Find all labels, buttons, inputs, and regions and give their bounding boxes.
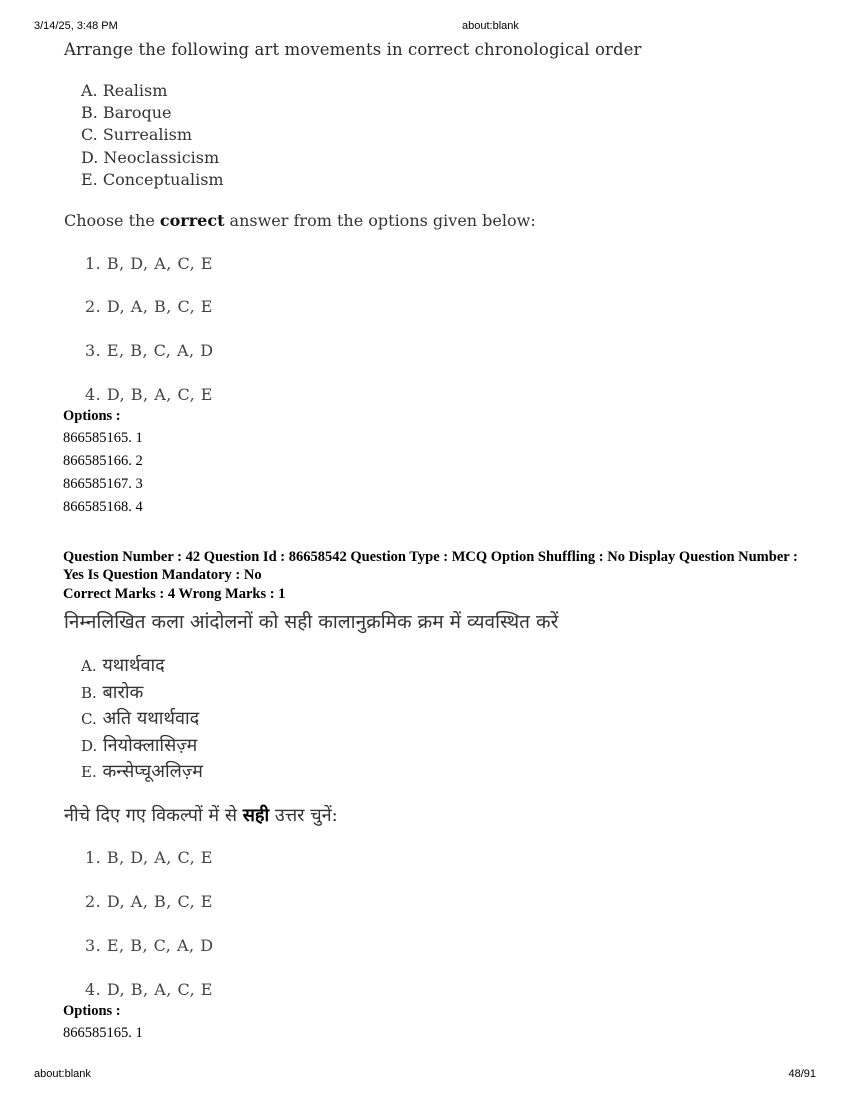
choose-text-pre: Choose the	[64, 211, 160, 230]
choose-instruction	[64, 211, 536, 230]
choose-text-bold: सही	[242, 805, 270, 826]
question-item: E. Conceptualism	[81, 169, 224, 189]
answer-choice: 3. E, B, C, A, D	[85, 936, 214, 955]
print-datetime: 3/14/25, 3:48 PM	[34, 20, 118, 32]
option-id: 866585166. 2	[63, 453, 143, 469]
option-id: 866585168. 4	[63, 499, 143, 515]
question-text-hindi: निम्नलिखित कला आंदोलनों को सही कालानुक्रमिक क्रम में व्यवस्थित करें	[64, 611, 559, 633]
question-item: B. Baroque	[81, 103, 172, 123]
question-item-hindi: C. अति यथार्थवाद	[81, 708, 200, 729]
print-url: about:blank	[462, 20, 519, 32]
options-label: Options :	[63, 1003, 121, 1019]
question-item-hindi: B. बारोक	[81, 681, 144, 703]
answer-choice: 4. D, B, A, C, E	[85, 980, 213, 999]
answer-choice: 1. B, D, A, C, E	[85, 254, 213, 273]
option-id: 866585167. 3	[63, 476, 143, 492]
option-id: 866585165. 1	[63, 430, 143, 446]
page-number: 48/91	[788, 1068, 816, 1080]
choose-text-bold: correct	[159, 211, 225, 230]
answer-choice: 2. D, A, B, C, E	[85, 892, 213, 911]
question-item: A. Realism	[81, 81, 168, 100]
options-label: Options :	[63, 408, 121, 424]
marks-line: Correct Marks : 4 Wrong Marks : 1	[63, 586, 286, 602]
question-item-list	[81, 80, 224, 191]
choose-text-pre: नीचे दिए गए विकल्पों में से	[64, 805, 243, 826]
footer-url: about:blank	[34, 1068, 91, 1080]
answer-choice: 3. E, B, C, A, D	[85, 341, 214, 360]
question-item: C. Surrealism	[81, 125, 193, 145]
question-item-list-hindi	[81, 653, 203, 786]
question-meta: Question Number : 42 Question Id : 86658542 Question Type : MCQ Option Shuffling : No Display Question Number : Yes Is Question Mandatory : No	[63, 549, 798, 583]
choose-instruction-hindi	[64, 803, 338, 827]
question-text: Arrange the following art movements in correct chronological order	[64, 40, 642, 59]
answer-choice: 2. D, A, B, C, E	[85, 297, 213, 316]
choose-text-post: answer from the options given below:	[224, 211, 536, 230]
option-id: 866585165. 1	[63, 1025, 143, 1041]
choose-text-post: उत्तर चुनें:	[269, 805, 338, 826]
answer-choice: 1. B, D, A, C, E	[85, 848, 213, 867]
question-item: D. Neoclassicism	[81, 147, 220, 167]
question-item-hindi: E. कन्सेप्चूअलिज़्म	[81, 761, 203, 782]
question-item-hindi: D. नियोक्लासिज़्म	[81, 734, 198, 756]
answer-choice: 4. D, B, A, C, E	[85, 385, 213, 404]
question-item-hindi: A. यथार्थवाद	[81, 655, 165, 676]
